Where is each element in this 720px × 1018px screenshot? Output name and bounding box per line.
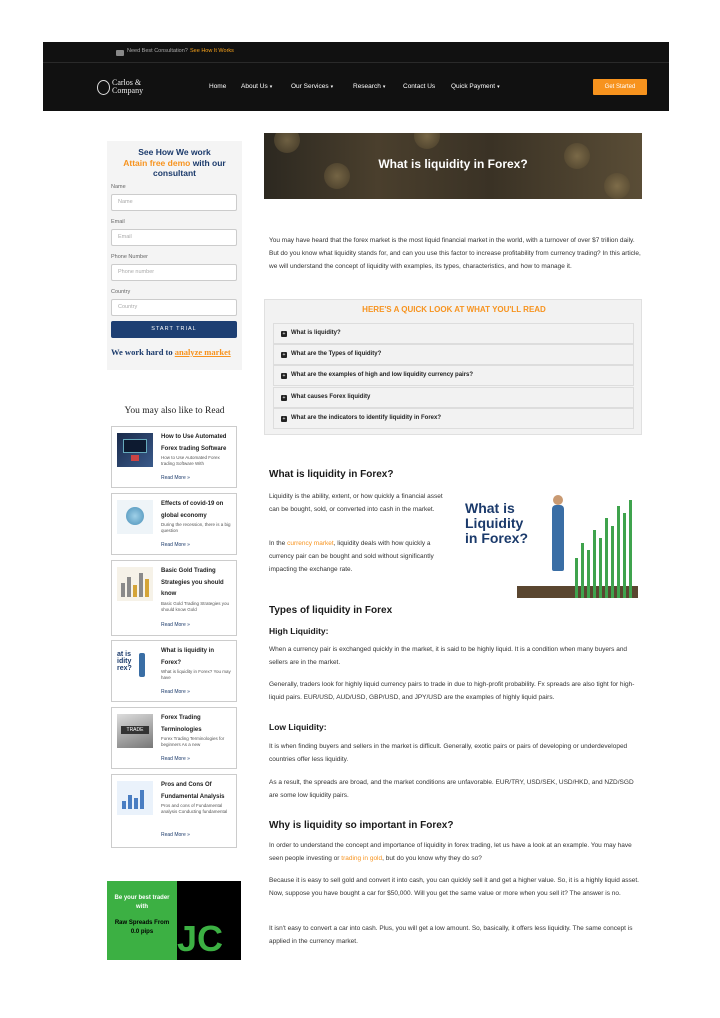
- related-card[interactable]: [111, 707, 237, 769]
- read-more-link[interactable]: Read More »: [161, 832, 190, 838]
- low-liquidity-p1: It is when finding buyers and sellers in the market is difficult. Generally, exotic pairs or pairs of developing or underdeveloped countries offer less liquidity.: [269, 743, 628, 763]
- related-card[interactable]: [111, 493, 237, 555]
- chevron-down-icon: ▾: [382, 84, 386, 90]
- toc-item[interactable]: + What causes Forex liquidity: [273, 387, 634, 408]
- plus-icon: +: [282, 416, 286, 422]
- card-title[interactable]: Forex Trading Terminologies: [161, 715, 202, 733]
- image-caption: What is Liquidity in Forex?: [465, 500, 529, 546]
- related-card[interactable]: [111, 560, 237, 636]
- plus-icon: +: [282, 395, 286, 401]
- chart-bar: [587, 550, 590, 598]
- hero-banner: [264, 133, 642, 199]
- globe-thumbnail: [117, 500, 153, 534]
- hero-title: What is liquidity in Forex?: [378, 157, 528, 171]
- read-more-link[interactable]: Read More »: [161, 622, 190, 628]
- toc-item[interactable]: + What is liquidity?: [273, 323, 634, 344]
- nav-contact-us[interactable]: Contact Us: [403, 83, 436, 90]
- logo-mark-icon: [97, 80, 110, 95]
- country-input[interactable]: Country: [111, 299, 237, 316]
- country-label: Country: [111, 289, 131, 295]
- get-started-button[interactable]: Get Started: [593, 79, 647, 95]
- card-title[interactable]: How to Use Automated Forex trading Software: [161, 434, 227, 452]
- section3-p2: Because it is easy to sell gold and convert it into cash, you can quickly sell it and get a higher value. So, it is a highly liquid asset. Now, suppose you have bought a car for $50,000. Will you get the same value or more when you sell it? The answer is no.: [269, 877, 639, 897]
- analyze-market-link[interactable]: analyze market: [174, 347, 231, 357]
- nav-home[interactable]: Home: [209, 83, 227, 90]
- related-card[interactable]: [111, 640, 237, 702]
- see-how-link[interactable]: See How It Works: [190, 48, 234, 54]
- ad-line2: Raw Spreads From 0.0 pips: [114, 920, 170, 935]
- phone-input[interactable]: Phone number: [111, 264, 237, 281]
- ad-line1: Be your best trader with: [114, 895, 170, 910]
- nav-about-us[interactable]: About Us ▾: [241, 83, 273, 90]
- keyboard-thumbnail: TRADE: [117, 714, 153, 748]
- related-card[interactable]: [111, 426, 237, 488]
- section3-p3: It isn't easy to convert a car into cash. Plus, you will get a low amount. So, basically, it offers less liquidity. The same concept is applied in the currency market.: [269, 925, 633, 945]
- email-label: Email: [111, 219, 125, 225]
- card-desc: Pros and cons of Fundamental analysis Conducting fundamental: [161, 803, 228, 814]
- nav-our-services[interactable]: Our Services ▾: [291, 83, 334, 90]
- card-desc: What is liquidity in Forex? You may have: [161, 669, 231, 680]
- nav-quick-payment[interactable]: Quick Payment ▾: [451, 83, 500, 90]
- gold-chart-thumbnail: [117, 567, 153, 601]
- card-title[interactable]: Pros and Cons Of Fundamental Analysis: [161, 782, 225, 800]
- related-card[interactable]: [111, 774, 237, 848]
- demo-form: [107, 141, 242, 370]
- section1-p2: In the currency market, liquidity deals with how quickly a currency pair can be bought and sold without significantly impacting the exchange rate.: [269, 540, 434, 573]
- logo-text: Carlos & Company: [112, 78, 144, 95]
- email-input[interactable]: Email: [111, 229, 237, 246]
- section3-p1: In order to understand the concept and importance of liquidity in forex trading, let us have a look at an example. You may have seen people investing or trading in gold, but do you know why they do so?: [269, 842, 632, 862]
- software-thumbnail: [117, 433, 153, 467]
- man-figure: [553, 495, 563, 505]
- name-label: Name: [111, 184, 126, 190]
- chart-bar: [599, 538, 602, 598]
- chart-bar: [611, 526, 614, 598]
- high-liquidity-p1: When a currency pair is exchanged quickly in the market, it is said to be highly liquid. It is a condition when many buyers and sellers are in the market.: [269, 646, 628, 666]
- trading-in-gold-link[interactable]: trading in gold: [341, 855, 383, 862]
- card-title[interactable]: Basic Gold Trading Strategies you should know: [161, 568, 224, 597]
- mail-icon: [116, 50, 124, 56]
- chart-bar: [617, 506, 620, 598]
- card-desc: How to Use Automated Forex trading Software With: [161, 455, 220, 466]
- toc-item[interactable]: + What are the indicators to identify liquidity in Forex?: [273, 408, 634, 429]
- card-desc: Forex Trading Terminologies for beginners As a new: [161, 736, 225, 747]
- plus-icon: +: [282, 352, 286, 358]
- chevron-down-icon: ▾: [330, 84, 334, 90]
- high-liquidity-heading: High Liquidity:: [269, 626, 329, 636]
- section-heading: Why is liquidity so important in Forex?: [269, 820, 454, 831]
- low-liquidity-heading: Low Liquidity:: [269, 722, 327, 732]
- ad-brand: JC: [177, 918, 224, 959]
- plus-icon: +: [282, 331, 286, 337]
- chart-bar: [629, 500, 632, 598]
- man-figure: [552, 505, 564, 571]
- chart-bar: [575, 558, 578, 598]
- intro-paragraph: You may have heard that the forex market is the most liquid financial market in the world, with a turnover of over $7 trillion daily. But do you know what liquidity stands for, and can you use this factor to increase profitability from currency trading? In this article, we will understand the concept of liquidity with examples, its types, characteristics, and how to manage it.: [269, 237, 641, 270]
- section-heading: What is liquidity in Forex?: [269, 469, 394, 480]
- site-header: [43, 42, 669, 111]
- card-desc: During the recession, there is a big question: [161, 522, 231, 533]
- liquidity-thumbnail: at is idity rex?: [117, 647, 153, 681]
- toc-item[interactable]: + What are the examples of high and low liquidity currency pairs?: [273, 365, 634, 386]
- liquidity-image: [457, 489, 638, 598]
- read-more-link[interactable]: Read More »: [161, 542, 190, 548]
- chevron-down-icon: ▾: [497, 84, 500, 90]
- read-more-link[interactable]: Read More »: [161, 756, 190, 762]
- chevron-down-icon: ▾: [269, 84, 273, 90]
- consultation-text: Need Best Consultation?: [127, 48, 188, 54]
- chart-bar: [623, 513, 626, 598]
- low-liquidity-p2: As a result, the spreads are broad, and the market conditions are unfavorable. EUR/TRY, USD/SEK, USD/HKD, and NZD/SGD are some low liquidity pairs.: [269, 779, 634, 799]
- analysis-thumbnail: [117, 781, 153, 815]
- phone-label: Phone Number: [111, 254, 148, 260]
- read-more-link[interactable]: Read More »: [161, 475, 190, 481]
- table-of-contents: [264, 299, 642, 435]
- coin-decoration-icon: [414, 133, 440, 149]
- card-title[interactable]: Effects of covid-19 on global economy: [161, 501, 224, 519]
- toc-title: HERE'S A QUICK LOOK AT WHAT YOU'LL READ: [362, 305, 546, 314]
- ad-green-panel: [107, 881, 177, 960]
- analyze-market-text: We work hard to analyze market: [111, 347, 231, 357]
- section1-p1: Liquidity is the ability, extent, or how quickly a financial asset can be bought, sold, or converted into cash in the market.: [269, 493, 443, 513]
- section-heading: Types of liquidity in Forex: [269, 605, 393, 616]
- form-title: See How We work Attain free demo with our consultant: [123, 147, 226, 178]
- read-more-link[interactable]: Read More »: [161, 689, 190, 695]
- top-bar: [43, 42, 669, 63]
- card-title[interactable]: What is liquidity in Forex?: [161, 648, 214, 666]
- currency-market-link[interactable]: currency market: [287, 540, 334, 547]
- logo[interactable]: [97, 77, 157, 99]
- coin-decoration-icon: [604, 173, 630, 199]
- nav-research[interactable]: Research ▾: [353, 83, 386, 90]
- high-liquidity-p2: Generally, traders look for highly liquid currency pairs to trade in due to high-profit probability. Fx spreads are also tight for high-liquid pairs. EUR/USD, AUD/USD, GBP/USD, and JPY/USD are the examples of highly liquid pairs.: [269, 681, 635, 701]
- related-heading: You may also like to Read: [124, 406, 225, 416]
- chart-bar: [581, 543, 584, 598]
- chart-bar: [605, 518, 608, 598]
- coin-decoration-icon: [274, 133, 300, 153]
- plus-icon: +: [282, 373, 286, 379]
- toc-item[interactable]: + What are the Types of liquidity?: [273, 344, 634, 365]
- name-input[interactable]: Name: [111, 194, 237, 211]
- card-desc: Basic Gold Trading Strategies you should know Gold: [161, 601, 230, 612]
- chart-bar: [593, 530, 596, 598]
- ad-banner[interactable]: [107, 881, 241, 960]
- start-trial-button[interactable]: START TRIAL: [111, 321, 237, 338]
